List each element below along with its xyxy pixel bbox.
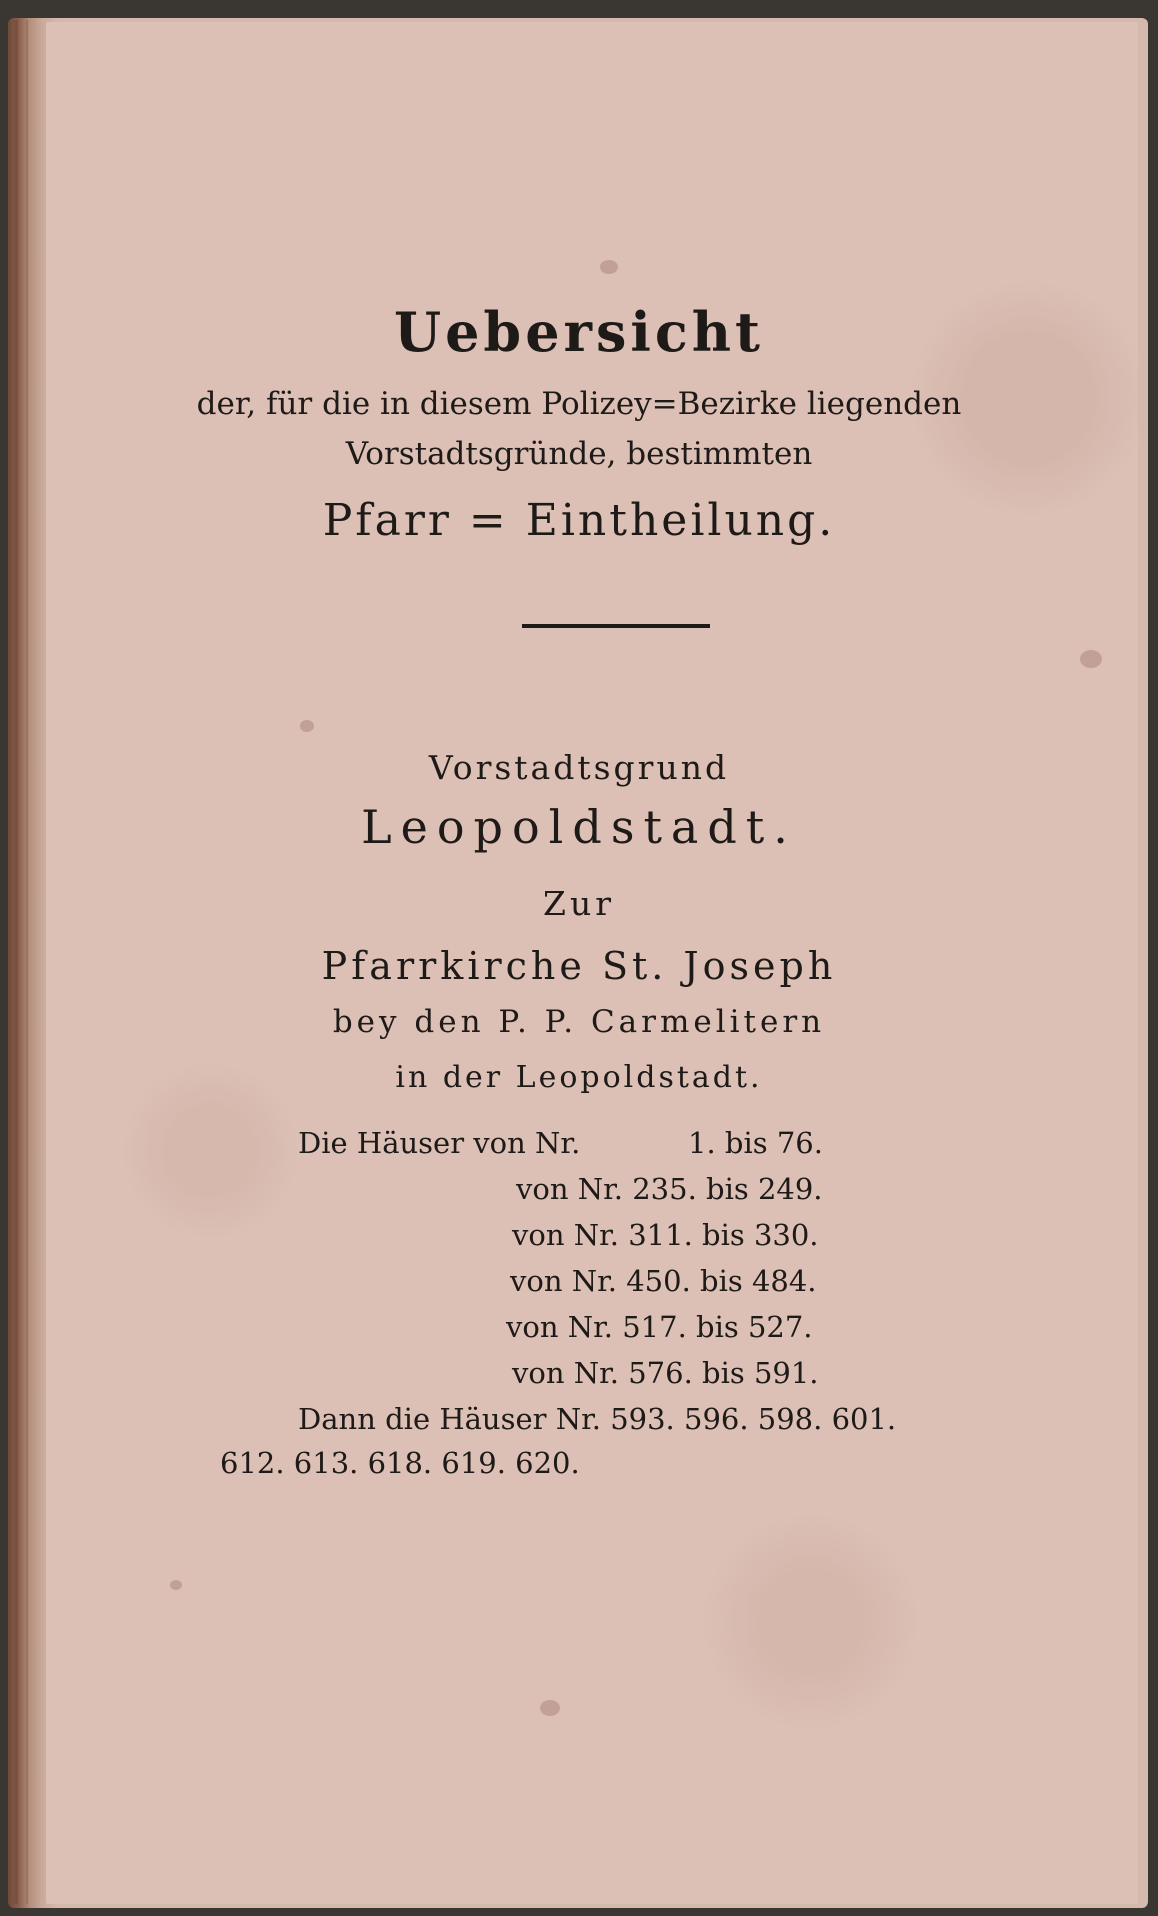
house-range-line: von Nr. 576. bis 591. xyxy=(512,1356,819,1390)
church-order: bey den P. P. Carmelitern xyxy=(332,1004,826,1040)
subtitle-line-2: Vorstadtsgründe, bestimmten xyxy=(345,436,813,472)
house-range-label: Die Häuser von Nr. xyxy=(298,1126,581,1160)
house-list-continuation: 612. 613. 618. 619. 620. xyxy=(220,1446,580,1480)
house-range-value: 1. bis 76. xyxy=(688,1126,823,1160)
house-range-line: von Nr. 450. bis 484. xyxy=(510,1264,817,1298)
foxing-spot xyxy=(300,720,314,732)
zur-label: Zur xyxy=(543,884,615,923)
church-name: Pfarrkirche St. Joseph xyxy=(321,944,837,988)
house-range-line: von Nr. 235. bis 249. xyxy=(516,1172,823,1206)
subtitle-line-3: Pfarr = Eintheilung. xyxy=(322,495,836,546)
section-heading: Vorstadtsgrund xyxy=(428,748,730,787)
house-range-line xyxy=(298,1126,823,1160)
foxing-spot xyxy=(540,1700,560,1716)
foxing-spot xyxy=(1080,650,1102,668)
house-list-line: Dann die Häuser Nr. 593. 596. 598. 601. xyxy=(298,1402,897,1436)
foxing-spot xyxy=(600,260,618,274)
subtitle-line-1: der, für die in diesem Polizey=Bezirke liegenden xyxy=(196,386,962,422)
section-name: Leopoldstadt. xyxy=(361,800,797,854)
foxing-spot xyxy=(170,1580,182,1590)
church-location: in der Leopoldstadt. xyxy=(395,1060,763,1095)
house-range-line: von Nr. 311. bis 330. xyxy=(512,1218,819,1252)
house-range-line: von Nr. 517. bis 527. xyxy=(506,1310,813,1344)
page-title: Uebersicht xyxy=(393,300,764,364)
divider-rule xyxy=(522,624,710,628)
